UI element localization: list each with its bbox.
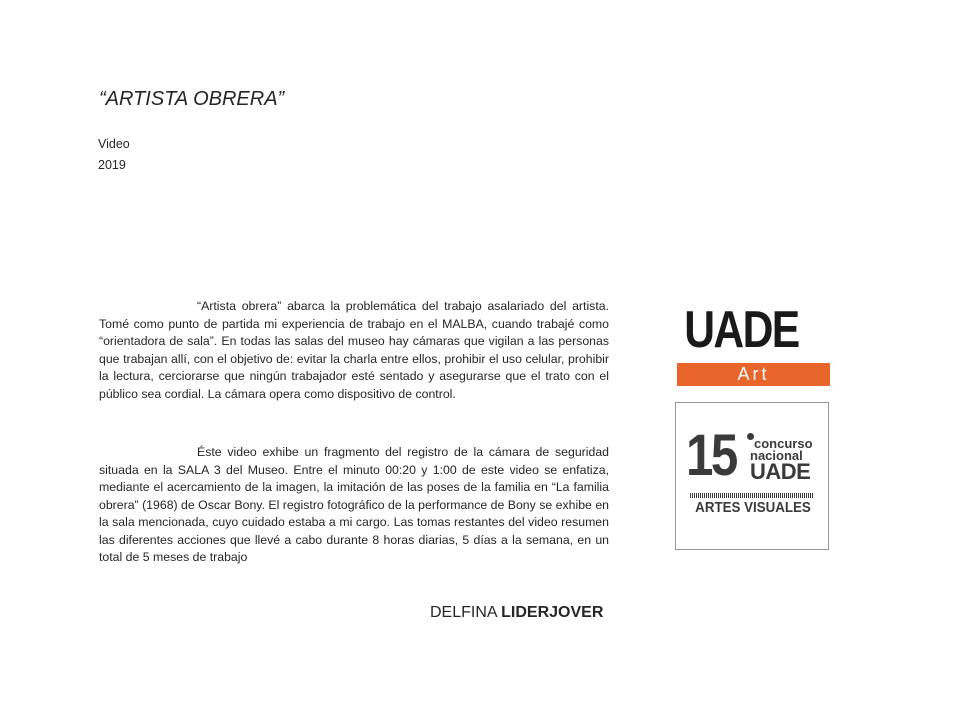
artwork-title: “ARTISTA OBRERA” xyxy=(99,88,285,110)
contest-dot-icon xyxy=(747,433,754,440)
artwork-year: 2019 xyxy=(98,158,126,172)
paragraph-2-text: Éste video exhibe un fragmento del registro de la cámara de seguridad situada en la SALA 3 del Museo. Entre el minuto 00:20 y 1:00 de este video se enfatiza, mediante el acercamiento de la imagen, la imitación de las poses de la familia en “La familia obrera” (1968) de Oscar Bony. El registro fotográfico de la performance de Bony se exhibe en la sala mencionada, cuyo cuidado estaba a mi cargo. Las tomas restantes del video resumen las diferentes acciones que llevé a cabo durante 8 horas diarias, 5 días a la semana, en un total de 5 meses de trabajo xyxy=(99,445,609,564)
contest-line-nacional: nacional xyxy=(750,448,803,463)
uade-logo-art-bar: Art xyxy=(677,363,830,386)
contest-line-uade: UADE xyxy=(750,459,811,484)
uade-art-logo xyxy=(676,290,831,390)
artwork-medium: Video xyxy=(98,137,130,151)
paragraph-1-text: “Artista obrera” abarca la problemática del trabajo asalariado del artista. Tomé como punto de partida mi experiencia de trabajo en el MALBA, cuando trabajé como “orientadora de sala”. En todas las salas del museo hay cámaras que vigilan a las personas que trabajan allí, con el objetivo de: evitar la charla entre ellos, prohibir el uso celular, prohibir la lectura, cerciorarse que ningún trabajador esté sentado y asegurarse que el trato con el público sea cordial. La cámara opera como dispositivo de control. xyxy=(99,299,609,401)
contest-barcode-strip xyxy=(690,493,814,498)
concurso-nacional-logo xyxy=(675,402,829,550)
description-paragraph-2 xyxy=(99,444,609,567)
uade-logo-word: UADE xyxy=(684,301,799,359)
contest-footer-artes-visuales: ARTES VISUALES xyxy=(695,500,811,516)
artist-last-name: LIDERJOVER xyxy=(501,604,604,621)
artist-first-name: DELFINA xyxy=(430,604,497,621)
contest-line-concurso: concurso xyxy=(754,436,813,451)
description-paragraph-1 xyxy=(99,298,609,403)
contest-number: 15 xyxy=(686,423,736,488)
artist-name xyxy=(430,604,603,622)
